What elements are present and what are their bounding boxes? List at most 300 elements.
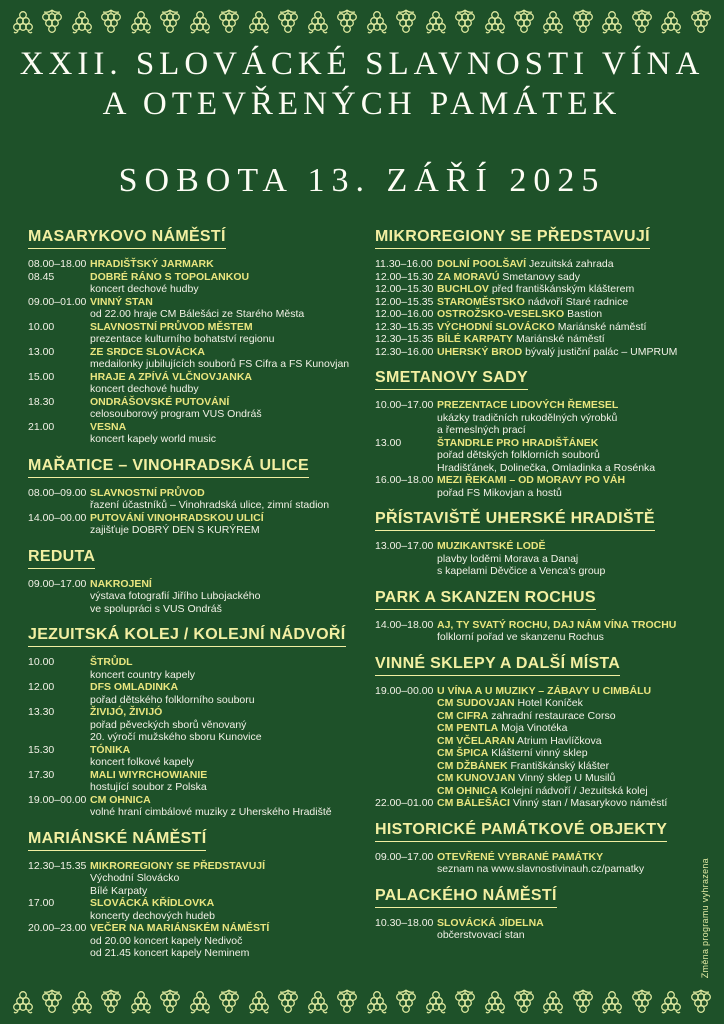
event-title-line — [437, 785, 704, 798]
event-detail: pořad dětských folklorních souborů — [437, 449, 600, 461]
event-content — [437, 308, 704, 321]
grape-cluster-icon — [452, 989, 478, 1015]
event-content — [437, 917, 704, 942]
event-title-line — [437, 747, 704, 760]
event-row — [375, 619, 704, 644]
event-time — [375, 772, 437, 785]
event-row — [375, 797, 704, 810]
event-title: HRAJE A ZPÍVÁ VLČNOVJANKA — [90, 370, 252, 383]
event-location: Mariánské náměstí — [515, 333, 605, 345]
event-title: MUZIKANTSKÉ LODĚ — [437, 540, 546, 552]
event-title-line — [437, 797, 704, 810]
program-section — [28, 548, 357, 616]
event-location: Kolejní nádvoří / Jezuitská kolej — [500, 784, 648, 797]
event-detail: pořad dětského folklorního souboru — [90, 693, 255, 706]
event-content — [90, 860, 357, 898]
event-title: ZE SRDCE SLOVÁCKA — [90, 345, 205, 358]
event-detail: koncert dechové hudby — [90, 283, 199, 295]
event-detail: koncert dechové hudby — [90, 383, 199, 395]
event-title: VINNÝ STAN — [90, 295, 153, 308]
event-content — [90, 656, 357, 681]
event-content — [437, 399, 704, 437]
program-section — [28, 626, 357, 819]
event-content — [437, 760, 704, 773]
grape-cluster-icon — [305, 9, 331, 35]
program-section — [28, 228, 357, 446]
event-title-line — [437, 540, 704, 553]
event-title-line — [90, 346, 357, 359]
program-section — [375, 228, 704, 358]
event-content — [90, 371, 357, 396]
grape-cluster-icon — [246, 989, 272, 1015]
event-detail: Hradišťánek, Dolinečka, Omladinka a Rosénka — [437, 461, 656, 474]
event-row — [375, 735, 704, 748]
event-time: 12.30–15.35 — [28, 859, 87, 872]
event-time: 13.30 — [28, 706, 55, 718]
event-title-line — [90, 744, 357, 757]
event-title: PUTOVÁNÍ VINOHRADSKOU ULICÍ — [90, 511, 264, 524]
grape-cluster-icon — [128, 989, 154, 1015]
event-content — [90, 487, 357, 512]
event-title-line — [90, 706, 357, 719]
event-time: 08.00–09.00 — [28, 486, 87, 499]
event-title: CM BÁLEŠÁCI — [437, 797, 510, 809]
event-time: 15.00 — [28, 370, 55, 383]
event-row — [375, 722, 704, 735]
event-row — [28, 681, 357, 706]
program-section — [28, 830, 357, 960]
event-content — [90, 744, 357, 769]
event-detail: koncert country kapely — [90, 668, 196, 681]
event-title: UHERSKÝ BROD — [437, 345, 523, 358]
event-time — [375, 722, 437, 735]
event-title-line — [437, 710, 704, 723]
event-title-line — [437, 437, 704, 450]
bottom-ornament-border — [10, 988, 714, 1016]
event-row — [375, 474, 704, 499]
event-title: CM VČELARAN — [437, 734, 515, 747]
section-heading: MASARYKOVO NÁMĚSTÍ — [28, 228, 226, 249]
event-title: CM ŠPICA — [437, 747, 489, 759]
event-title-line — [90, 860, 357, 873]
event-title: AJ, TY SVATÝ ROCHU, DAJ NÁM VÍNA TROCHU — [437, 618, 677, 631]
event-row — [375, 437, 704, 475]
event-title-line — [90, 578, 357, 591]
event-content — [437, 747, 704, 760]
grape-cluster-icon — [69, 989, 95, 1015]
event-detail: pořad FS Mikovjan a hostů — [437, 486, 562, 499]
event-time: 12.00–15.30 — [375, 270, 434, 283]
event-content — [437, 258, 704, 271]
grape-cluster-icon — [275, 9, 301, 35]
event-title-line — [437, 308, 704, 321]
event-title: PREZENTACE LIDOVÝCH ŘEMESEL — [437, 399, 619, 411]
event-time: 08.00–18.00 — [28, 258, 87, 270]
event-time: 22.00–01.00 — [375, 797, 434, 809]
event-title-line — [90, 258, 357, 271]
event-title: ŠTANDRLE PRO HRADIŠŤÁNEK — [437, 436, 599, 449]
event-time: 12.30–16.00 — [375, 345, 434, 358]
event-location: Jezuitská zahrada — [528, 258, 614, 270]
event-row — [28, 258, 357, 271]
event-time — [375, 697, 437, 710]
event-detail: celosouborový program VUS Ondráš — [90, 408, 262, 420]
event-title: MALI WIYRCHOWIANIE — [90, 768, 208, 781]
section-heading: PALACKÉHO NÁMĚSTÍ — [375, 887, 557, 908]
grape-cluster-icon — [39, 989, 65, 1015]
event-time: 12.00–16.00 — [375, 308, 434, 320]
event-time: 10.00 — [28, 656, 55, 668]
event-location: Františkánský klášter — [510, 759, 610, 772]
event-row — [375, 296, 704, 309]
event-content — [90, 346, 357, 371]
event-row — [375, 333, 704, 346]
event-content — [437, 685, 704, 698]
event-title-line — [437, 760, 704, 773]
event-time — [375, 735, 437, 748]
event-title-line — [90, 271, 357, 284]
event-detail: ukázky tradičních rukodělných výrobků — [437, 411, 618, 424]
event-location: Klášterní vinný sklep — [491, 747, 588, 759]
event-time: 13.00 — [375, 436, 402, 449]
grape-cluster-icon — [423, 9, 449, 35]
event-content — [437, 540, 704, 578]
event-title-line — [437, 735, 704, 748]
event-location: Smetanovy sady — [502, 270, 580, 283]
event-detail: medailonky jubilujících souborů FS Cifra a FS Kunovjan — [90, 358, 350, 370]
event-detail: hostující soubor z Polska — [90, 781, 207, 793]
event-row — [375, 308, 704, 321]
event-row — [28, 487, 357, 512]
section-heading: MAŘATICE – VINOHRADSKÁ ULICE — [28, 457, 309, 478]
event-detail: zajišťuje DOBRÝ DEN S KURÝREM — [90, 524, 260, 536]
event-content — [437, 321, 704, 334]
event-title: STAROMĚSTSKO — [437, 295, 525, 308]
grape-cluster-icon — [305, 989, 331, 1015]
event-content — [437, 296, 704, 309]
grape-cluster-icon — [688, 9, 714, 35]
event-time — [375, 785, 437, 798]
event-location: Vinný stan / Masarykovo náměstí — [512, 797, 668, 809]
program-section — [375, 655, 704, 810]
event-time: 13.00–17.00 — [375, 540, 434, 552]
grape-cluster-icon — [393, 9, 419, 35]
event-time: 14.00–18.00 — [375, 618, 434, 631]
grape-cluster-icon — [599, 9, 625, 35]
grape-cluster-icon — [364, 9, 390, 35]
event-detail: pořad pěveckých sborů věnovaný — [90, 718, 247, 731]
event-title: ONDRÁŠOVSKÉ PUTOVÁNÍ — [90, 395, 230, 408]
event-row — [28, 296, 357, 321]
event-title-line — [90, 421, 357, 434]
event-content — [437, 619, 704, 644]
event-row — [28, 744, 357, 769]
event-detail: Východní Slovácko — [90, 872, 180, 884]
event-title-line — [437, 321, 704, 334]
event-title: CM OHNICA — [437, 784, 498, 797]
event-content — [90, 769, 357, 794]
event-title-line — [90, 794, 357, 807]
event-location: Mariánské náměstí — [557, 320, 647, 333]
event-content — [437, 797, 704, 810]
event-title-line — [437, 474, 704, 487]
event-title-line — [437, 271, 704, 284]
poster-title-line1: XXII. SLOVÁCKÉ SLAVNOSTI VÍNA — [19, 46, 705, 82]
event-detail: 20. výročí mužského sboru Kunovice — [90, 731, 262, 743]
event-row — [375, 540, 704, 578]
event-detail: folklorní pořad ve skanzenu Rochus — [437, 631, 604, 643]
date-heading: SOBOTA 13. ZÁŘÍ 2025 — [118, 162, 606, 199]
event-title: TÓNIKA — [90, 743, 131, 756]
event-row — [28, 396, 357, 421]
grape-cluster-icon — [540, 9, 566, 35]
event-time: 12.30–15.35 — [375, 333, 434, 345]
event-detail: od 20.00 koncert kapely Nedivoč — [90, 934, 243, 947]
event-row — [375, 258, 704, 271]
event-row — [28, 271, 357, 296]
event-title: SLAVNOSTNÍ PRŮVOD MĚSTEM — [90, 320, 253, 333]
grape-cluster-icon — [658, 9, 684, 35]
event-title-line — [437, 619, 704, 632]
event-row — [28, 512, 357, 537]
event-time: 18.30 — [28, 395, 55, 408]
event-time: 09.00–01.00 — [28, 295, 87, 308]
event-title-line — [437, 851, 704, 864]
event-row — [28, 922, 357, 960]
grape-cluster-icon — [98, 989, 124, 1015]
event-detail: prezentace kulturního bohatství regionu — [90, 333, 275, 345]
event-title-line — [90, 656, 357, 669]
event-time: 08.45 — [28, 270, 55, 283]
section-heading: HISTORICKÉ PAMÁTKOVÉ OBJEKTY — [375, 821, 667, 842]
event-time: 15.30 — [28, 743, 55, 756]
event-row — [375, 917, 704, 942]
event-title: ŽIVIJÓ, ŽIVIJÓ — [90, 706, 163, 718]
event-detail: seznam na www.slavnostivinauh.cz/pamatky — [437, 863, 645, 875]
event-row — [28, 346, 357, 371]
event-time: 14.00–00.00 — [28, 511, 87, 524]
grape-cluster-icon — [216, 9, 242, 35]
event-title-line — [90, 512, 357, 525]
event-content — [437, 722, 704, 735]
event-content — [437, 851, 704, 876]
event-content — [437, 283, 704, 296]
grape-cluster-icon — [334, 9, 360, 35]
event-detail: Bílé Karpaty — [90, 884, 148, 897]
event-title: CM DŽBÁNEK — [437, 759, 508, 772]
event-row — [375, 685, 704, 698]
event-time: 12.00–15.35 — [375, 295, 434, 308]
event-title-line — [90, 321, 357, 334]
event-title: CM PENTLA — [437, 722, 499, 734]
event-row — [28, 371, 357, 396]
event-row — [375, 710, 704, 723]
event-title: DOBRÉ RÁNO S TOPOLANKOU — [90, 270, 250, 283]
grape-cluster-icon — [570, 989, 596, 1015]
event-title: U VÍNA A U MUZIKY – ZÁBAVY U CIMBÁLU — [437, 684, 652, 697]
event-title: NAKROJENÍ — [90, 577, 152, 590]
section-heading: MARIÁNSKÉ NÁMĚSTÍ — [28, 830, 206, 851]
event-row — [375, 697, 704, 710]
event-time: 10.00–17.00 — [375, 399, 434, 411]
grape-cluster-icon — [393, 989, 419, 1015]
event-row — [375, 772, 704, 785]
event-detail: koncerty dechových hudeb — [90, 909, 215, 922]
program-columns — [0, 201, 724, 971]
event-title-line — [437, 296, 704, 309]
event-content — [437, 710, 704, 723]
event-title-line — [90, 296, 357, 309]
event-detail: výstava fotografií Jiřího Lubojackého — [90, 590, 261, 602]
grape-cluster-icon — [540, 989, 566, 1015]
event-content — [90, 258, 357, 271]
event-time — [375, 760, 437, 773]
event-title-line — [90, 769, 357, 782]
event-title-line — [90, 396, 357, 409]
event-title: VESNA — [90, 420, 127, 433]
event-title-line — [437, 772, 704, 785]
event-time: 20.00–23.00 — [28, 922, 87, 934]
top-ornament-border — [10, 8, 714, 36]
event-title-line — [437, 258, 704, 271]
event-time — [375, 747, 437, 760]
grape-cluster-icon — [246, 9, 272, 35]
event-title-line — [90, 897, 357, 910]
event-row — [28, 860, 357, 898]
event-content — [90, 897, 357, 922]
event-detail: od 21.45 koncert kapely Neminem — [90, 947, 250, 959]
event-content — [90, 396, 357, 421]
event-time: 10.00 — [28, 320, 55, 333]
event-row — [375, 747, 704, 760]
event-location: Moja Vinotéka — [501, 722, 568, 734]
event-title: OTEVŘENÉ VYBRANÉ PAMÁTKY — [437, 850, 604, 863]
event-title-line — [437, 697, 704, 710]
event-detail: občerstvovací stan — [437, 929, 525, 941]
event-time: 11.30–16.00 — [375, 258, 433, 270]
grape-cluster-icon — [688, 989, 714, 1015]
event-time: 13.00 — [28, 345, 55, 358]
grape-cluster-icon — [658, 989, 684, 1015]
event-title: MEZI ŘEKAMI – OD MORAVY PO VÁH — [437, 474, 626, 486]
event-title: CM KUNOVJAN — [437, 772, 516, 784]
event-content — [90, 578, 357, 616]
event-content — [437, 735, 704, 748]
event-detail: plavby loděmi Morava a Danaj — [437, 552, 579, 565]
event-time: 16.00–18.00 — [375, 474, 434, 486]
event-detail: a řemeslných prací — [437, 424, 526, 436]
event-title-line — [90, 371, 357, 384]
event-detail: ve spolupráci s VUS Ondráš — [90, 602, 222, 615]
event-detail: s kapelami Děvčice a Venca's group — [437, 565, 606, 577]
grape-cluster-icon — [629, 989, 655, 1015]
section-heading: SMETANOVY SADY — [375, 369, 528, 390]
event-content — [90, 922, 357, 960]
side-note: Změna programu vyhrazena — [700, 857, 710, 978]
grape-cluster-icon — [39, 9, 65, 35]
event-content — [437, 772, 704, 785]
event-content — [90, 271, 357, 296]
event-time: 17.00 — [28, 897, 55, 909]
event-row — [375, 283, 704, 296]
event-title-line — [90, 487, 357, 500]
event-time: 19.00–00.00 — [375, 684, 434, 697]
grape-cluster-icon — [334, 989, 360, 1015]
event-time: 21.00 — [28, 420, 55, 433]
grape-cluster-icon — [10, 989, 36, 1015]
event-time: 12.00–15.30 — [375, 283, 434, 295]
event-title-line — [437, 399, 704, 412]
event-row — [375, 399, 704, 437]
event-title: CM SUDOVJAN — [437, 697, 515, 709]
event-content — [90, 421, 357, 446]
event-detail: volné hraní cimbálové muziky z Uherského Hradiště — [90, 806, 332, 818]
grape-cluster-icon — [599, 989, 625, 1015]
event-row — [375, 760, 704, 773]
event-row — [28, 578, 357, 616]
event-time: 09.00–17.00 — [28, 577, 87, 590]
event-title: SLAVNOSTNÍ PRŮVOD — [90, 486, 205, 499]
event-location: nádvoří Staré radnice — [527, 295, 629, 308]
event-detail: řazení účastníků – Vinohradská ulice, zimní stadion — [90, 499, 330, 511]
program-section — [375, 369, 704, 499]
event-detail: koncert kapely world music — [90, 433, 217, 445]
event-row — [28, 321, 357, 346]
grape-cluster-icon — [10, 9, 36, 35]
program-section — [375, 887, 704, 942]
event-content — [90, 681, 357, 706]
event-location: Vinný sklep U Musilů — [518, 772, 616, 784]
event-title: VÝCHODNÍ SLOVÁCKO — [437, 320, 555, 333]
program-section — [375, 821, 704, 876]
grape-cluster-icon — [482, 989, 508, 1015]
grape-cluster-icon — [275, 989, 301, 1015]
event-title-line — [437, 685, 704, 698]
event-title: OSTROŽSKO-VESELSKO — [437, 308, 565, 320]
event-row — [375, 271, 704, 284]
event-title-line — [90, 922, 357, 935]
event-content — [437, 437, 704, 475]
event-content — [437, 346, 704, 359]
event-title: CM CIFRA — [437, 709, 489, 722]
event-title: MIKROREGIONY SE PŘEDSTAVUJÍ — [90, 859, 266, 872]
event-title-line — [437, 722, 704, 735]
event-title-line — [437, 346, 704, 359]
program-section — [375, 589, 704, 644]
program-section — [28, 457, 357, 537]
event-title: HRADIŠŤSKÝ JARMARK — [90, 258, 214, 270]
event-content — [437, 271, 704, 284]
event-title: CM OHNICA — [90, 793, 151, 806]
event-time: 09.00–17.00 — [375, 850, 434, 863]
event-title-line — [90, 681, 357, 694]
event-content — [437, 785, 704, 798]
grape-cluster-icon — [511, 9, 537, 35]
grape-cluster-icon — [187, 989, 213, 1015]
event-row — [28, 897, 357, 922]
event-time: 17.30 — [28, 768, 55, 781]
event-title: SLOVÁCKÁ JÍDELNA — [437, 916, 544, 929]
event-title: BÍLÉ KARPATY — [437, 333, 514, 345]
grape-cluster-icon — [69, 9, 95, 35]
event-row — [28, 656, 357, 681]
event-title: DOLNÍ POOLŠAVÍ — [437, 258, 527, 270]
grape-cluster-icon — [570, 9, 596, 35]
event-content — [90, 794, 357, 819]
poster-title-line2: A OTEVŘENÝCH PAMÁTEK — [102, 86, 622, 122]
event-location: Hotel Koníček — [517, 697, 583, 709]
event-title: ZA MORAVÚ — [437, 270, 500, 283]
